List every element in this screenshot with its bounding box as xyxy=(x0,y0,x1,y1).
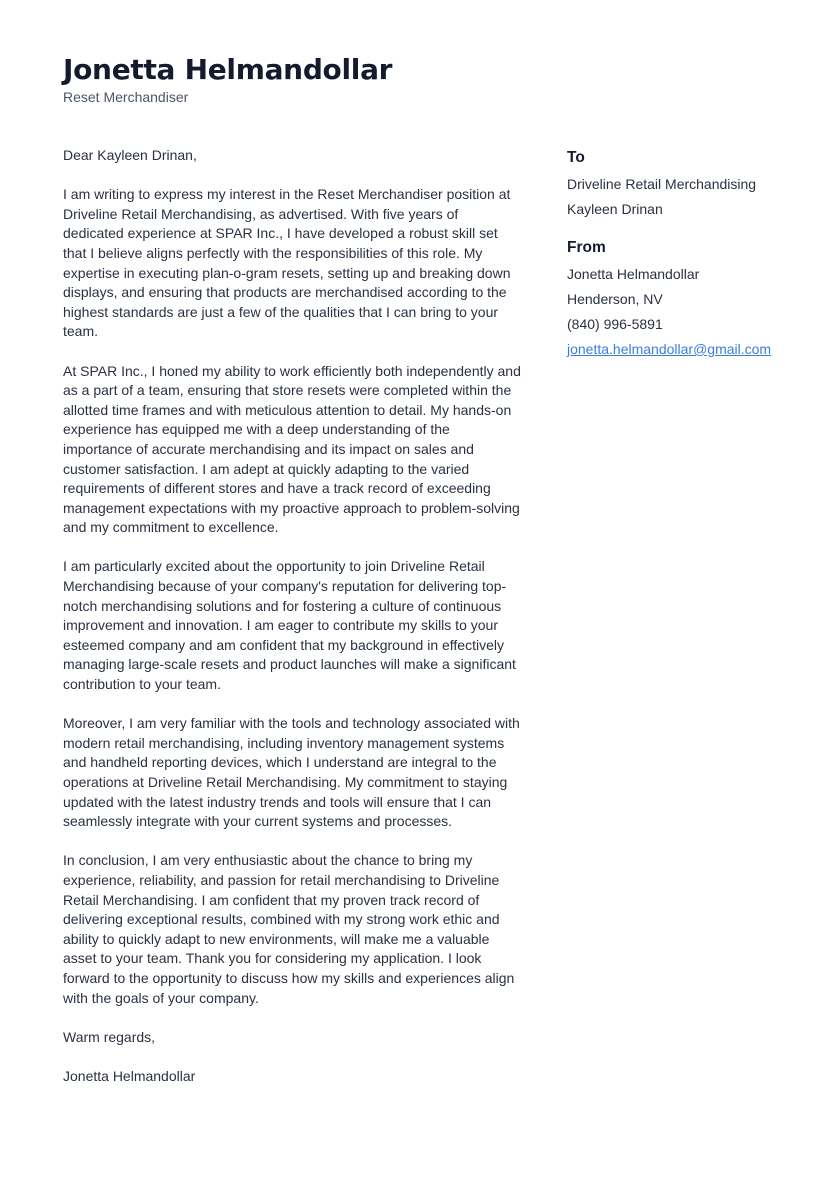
letter-paragraph: I am writing to express my interest in the Reset Merchandiser position at Driveline Retail Merchandising, as advertised. With five years of dedicated experience at SPAR Inc., I have developed a robust skill set that I believe aligns perfectly with the responsibilities of this role. My expertise in executing plan-o-gram resets, setting up and breaking down displays, and ensuring that products are merchandised according to the highest standards are just a few of the qualities that I can bring to your team. xyxy=(63,186,511,340)
signature: Jonetta Helmandollar xyxy=(63,1067,196,1084)
letter-paragraph: At SPAR Inc., I honed my ability to work efficiently both independently and as a part of a team, ensuring that store resets were completed within the allotted time frames and with meticulous attention to detail. My hands-on experience has equipped me with a deep understanding of the importance of accurate merchandising and its impact on sales and customer satisfaction. I am adept at quickly adapting to the varied requirements of different stores and have a track record of exceeding management expectations with my proactive approach to problem-solving and my commitment to excellence. xyxy=(63,362,521,536)
to-heading: To xyxy=(567,149,585,166)
letter-paragraph: Moreover, I am very familiar with the tools and technology associated with modern retail merchandising, including inventory management systems and handheld reporting devices, which I understand are integral to the operations at Driveline Retail Merchandising. My commitment to staying updated with the latest industry trends and tools will ensure that I can seamlessly integrate with your current systems and processes. xyxy=(63,715,520,830)
closing: Warm regards, xyxy=(63,1028,156,1045)
to-section xyxy=(567,147,817,222)
from-section xyxy=(567,237,817,362)
recipient-company: Driveline Retail Merchandising xyxy=(567,176,757,192)
sender-name: Jonetta Helmandollar xyxy=(567,266,700,282)
from-heading: From xyxy=(567,239,606,256)
letter-body xyxy=(63,146,521,1106)
sender-phone: (840) 996-5891 xyxy=(567,316,663,332)
letter-header xyxy=(63,52,392,106)
applicant-job-title: Reset Merchandiser xyxy=(63,89,189,105)
sender-location: Henderson, NV xyxy=(567,291,663,307)
contact-sidebar xyxy=(567,147,817,377)
salutation: Dear Kayleen Drinan, xyxy=(63,147,197,163)
applicant-name: Jonetta Helmandollar xyxy=(63,53,393,86)
letter-paragraph: I am particularly excited about the opportunity to join Driveline Retail Merchandising because of your company's reputation for delivering top-notch merchandising solutions and for fostering a culture of continuous improvement and innovation. I am eager to contribute my skills to your esteemed company and am confident that my background in effectively managing large-scale resets and product launches will make a significant contribution to your team. xyxy=(63,558,516,693)
sender-email-link[interactable]: jonetta.helmandollar@gmail.com xyxy=(567,341,772,357)
recipient-name: Kayleen Drinan xyxy=(567,201,663,217)
letter-paragraph: In conclusion, I am very enthusiastic about the chance to bring my experience, reliability, and passion for retail merchandising to Driveline Retail Merchandising. I am confident that my proven track record of delivering exceptional results, combined with my strong work ethic and ability to quickly adapt to new environments, will make me a valuable asset to your team. Thank you for considering my application. I look forward to the opportunity to discuss how my skills and experiences align with the goals of your company. xyxy=(63,852,515,1006)
